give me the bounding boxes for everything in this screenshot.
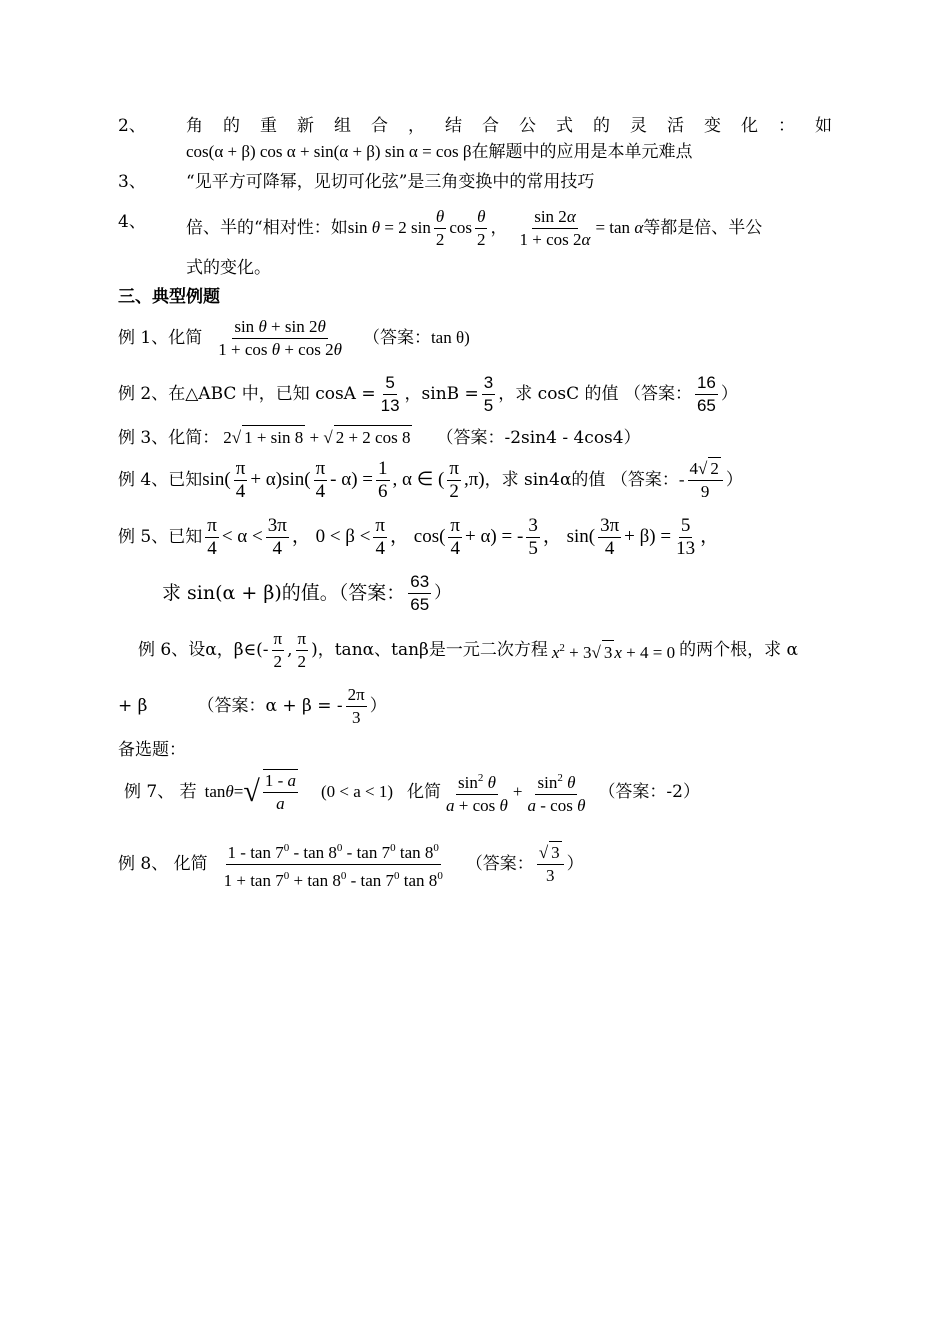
example-2-answer: $\frac{16}{65}$ [696,372,716,415]
example-1-answer: tan θ [430,328,465,347]
example-5-line1 [118,510,719,564]
example-2-mid2: ，求 cosC 的值 （答案： [498,384,692,404]
example-6-mid: )，tanα、tanβ是一元二次方程 [311,640,548,660]
example-4-mid: ，求 sin4α的值 （答案： [484,470,679,490]
item-4-frac1: $\frac{\theta}{2}$ [435,206,445,249]
item-4-prefix: 倍、半的“相对性：如 [186,218,348,238]
example-1-answer-suffix: ) [464,328,470,347]
example-5-label: 例 5、已知 [118,527,203,547]
example-4-answer: - $\frac{4√ 2}{9}$ [679,457,726,503]
example-5-end: ） [434,583,452,603]
item-4-line2 [186,256,271,280]
item-4-line2-text: 式的变化。 [186,258,271,278]
item-4-frac2: $\frac{\theta}{2}$ [477,206,486,249]
example-6-line2 [118,680,387,732]
example-7-answer: （答案：-2） [598,782,700,802]
example-6-equation: $x^2 + 3√$ 3 x + 4 = 0 [552,636,675,665]
example-8-label: 例 8、 化简 [118,854,208,874]
example-4-label: 例 4、已知 [118,470,203,490]
example-6-line1: 例 6、设α，β∈(- $\frac{\pi}{2}$ , $\frac{\pi}{2}$ )，tanα、tanβ是一元二次方程 $x^2 + 3√$ 3 x + 4 = 0 的两个根，求 α [138,628,798,671]
example-5-conditions: $\frac{\pi}{4}$ < α < $\frac{3\pi}{4}$ ， 0 < β < $\frac{\pi}{4}$ ， cos( $\frac{\pi}{4}$ + α) = - $\frac{3}{5}$ ， sin( $\frac{3\pi}{4}$ + β) = $\frac{5}{13}$ ， [207,514,720,559]
example-4-end: ） [725,470,743,490]
item-3-text: “见平方可降幂，见切可化弦”是三角变换中的常用技巧 [186,172,595,192]
spare-questions-heading: 备选题： [118,740,186,760]
example-6-continuation: + β [118,696,148,716]
example-1-fraction: $\frac{\text{sin θ + sin 2θ}}{\text{1 + cos θ + cos 2θ}}$ [218,316,342,359]
example-2-label: 例 2、在△ABC 中，已知 cosA = [118,384,376,404]
example-2-end: ） [720,384,738,404]
example-8 [118,836,584,892]
example-6-answer-prefix: （答案：α + β = - [197,696,343,716]
item-2-number: 2、 [118,116,146,136]
example-4 [118,454,743,506]
example-5-line2 [162,566,451,620]
example-1-answer-prefix: （答案： [362,328,431,348]
example-8-answer-prefix: （答案： [465,854,534,874]
item-4-formula1: sin θ = 2 sin [347,218,431,237]
example-1-label: 例 1、化简 [118,328,203,348]
example-8-end: ） [566,854,584,874]
example-7-range: (0 < a < 1) [321,782,394,801]
example-2-frac-cosA: $\frac{5}{13}$ [380,372,400,415]
example-6-end: ） [369,696,387,716]
item-4-frac3: $\frac{\sin 2\alpha}{1 + \cos 2\alpha}$ [519,206,591,249]
example-3 [118,425,641,450]
example-2 [118,368,738,420]
example-7-label: 例 7、 若 [124,782,197,802]
example-5-answer: $\frac{63}{65}$ [410,571,430,614]
example-2-mid1: ，sinB = [404,384,479,404]
item-4-number: 4、 [118,212,146,232]
example-1 [118,312,470,364]
item-4-tail: 等都是倍、半公 [643,218,763,238]
example-8-answer: $\frac{√ 3}{3}$ [537,841,564,887]
example-3-expression: 2√ 1 + sin 8 + √ 2 + 2 cos 8 [223,425,412,450]
example-3-answer: （答案：-2sin4 - 4cos4） [436,427,641,448]
example-7-expression: $\frac{\sin^2 \theta}{\text{a + cos θ}}$ + $\frac{\sin^2 \theta}{\text{a - cos θ}}$ [441,767,590,817]
item-2-text: 角 的 重 新 组 合 ， 结 合 公 式 的 灵 活 变 化 ： 如 [186,116,832,136]
item-4-content: 倍、半的“相对性：如 sin θ = 2 sin $\frac{\theta}{2}$ cos $\frac{\theta}{2}$ ， $\frac{\sin 2\alpha}{1 + \cos 2\alpha}$ = tan α 等都是倍、半公 [186,206,763,249]
example-4-equation: sin( $\frac{\pi}{4}$ + α)sin( $\frac{\pi}{4}$ - α) = $\frac{1}{6}$ , α ∈ ( $\frac{\pi}{2}$ ,π) [202,457,485,502]
example-5-question: 求 sin(α + β)的值。（答案： [162,582,406,604]
example-7-condition-formula: tan θ = √ $\frac{1 - a}{a}$ [204,771,296,813]
item-2-suffix: 在解题中的应用是本单元难点 [471,142,693,162]
item-2-formula: cos(α + β) cos α + sin(α + β) sin α = cos β [186,142,472,161]
example-3-label: 例 3、化简： [118,427,220,448]
example-6-frac-a: $\frac{\pi}{2}$ [273,628,283,671]
item-2-line2 [186,140,692,164]
example-6-label: 例 6、设α，β∈(- [138,640,269,660]
example-6-frac-b: $\frac{\pi}{2}$ [297,628,307,671]
example-6-answer: $\frac{2\pi}{3}$ [347,684,365,727]
section-title: 三、典型例题 [118,287,220,307]
example-2-frac-sinB: $\frac{3}{5}$ [483,372,494,415]
item-3-number: 3、 [118,172,146,192]
example-7-simplify: 化简 [407,782,442,802]
example-8-fraction: $\frac{1 - \tan 7^0 - \tan 8^0 - \tan 7^0 \tan 8^0}{1 + \tan 7^0 + \tan 8^0 - \tan 7^0 \tan 8^0}$ [222,837,445,892]
example-6-tail: 的两个根，求 α [679,640,798,660]
example-7 [124,764,700,820]
